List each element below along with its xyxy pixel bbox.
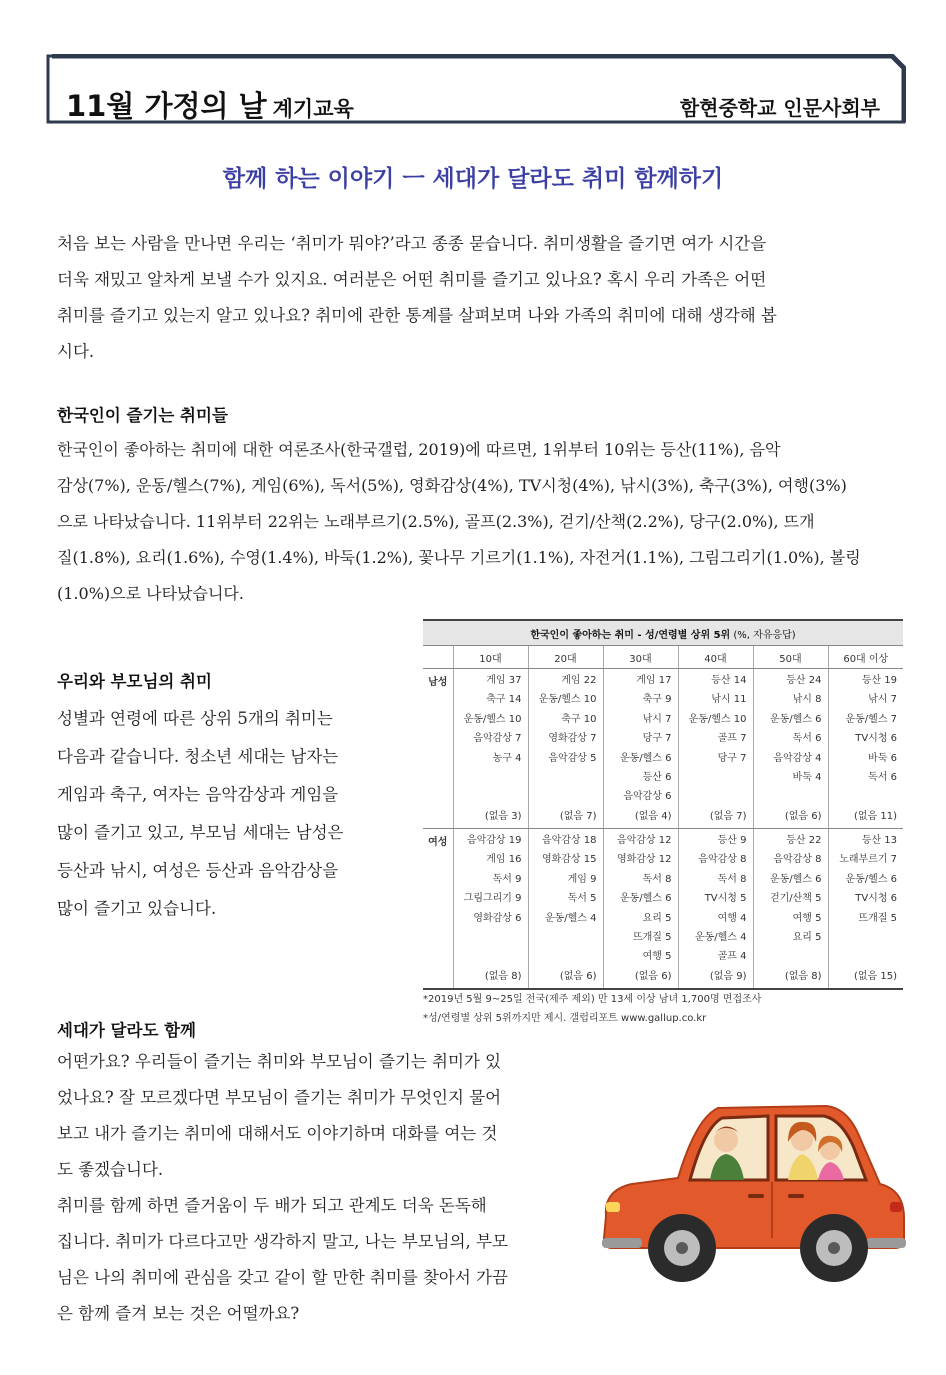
cell-item: 운동/헬스 10 <box>463 713 522 725</box>
cell-item: 음악감상 19 <box>466 835 522 846</box>
table-cell <box>603 669 678 829</box>
cell-item: 요리 5 <box>642 912 672 924</box>
cell-item: 독서 9 <box>492 873 522 885</box>
table-cell <box>528 829 603 990</box>
cell-item: 등산 9 <box>717 835 747 846</box>
cell-none: (없음 6) <box>784 811 822 822</box>
table-cell <box>528 669 603 829</box>
sex-label: 여성 <box>423 829 453 990</box>
cell-item: 골프 4 <box>717 951 747 963</box>
cell-item: 노래부르기 7 <box>839 854 898 866</box>
cell-item: 등산 19 <box>861 675 898 686</box>
cell-item: 음악감상 8 <box>698 854 747 866</box>
section1-heading: 한국인이 즐기는 취미들 <box>57 406 228 425</box>
header-title <box>66 84 354 125</box>
cell-item: 게임 37 <box>486 675 522 686</box>
cell-item: 게임 22 <box>561 675 597 686</box>
cell-item: 등산 14 <box>711 675 747 686</box>
cell-item: 음악감상 18 <box>541 835 597 846</box>
cell-item: 음악감상 6 <box>623 791 672 803</box>
cell-item: 뜨개질 5 <box>632 932 672 944</box>
cell-item: 요리 5 <box>792 932 822 944</box>
cell-none: (없음 8) <box>484 971 522 982</box>
age-header: 40대 <box>678 646 753 669</box>
cell-item: 등산 6 <box>642 772 672 784</box>
cell-item: TV시청 6 <box>855 733 898 745</box>
main-title: 함께 하는 이야기 ㅡ 세대가 달라도 취미 함께하기 <box>222 166 724 192</box>
age-header: 10대 <box>453 646 528 669</box>
intro-line: 시다. <box>57 342 95 361</box>
cell-item: 당구 7 <box>642 733 672 745</box>
section1-line: 한국인이 좋아하는 취미에 대한 여론조사(한국갤럽, 2019)에 따르면, 1위부터 10위는 등산(11%), 음악 <box>57 440 781 459</box>
cell-none: (없음 15) <box>854 971 898 982</box>
intro-paragraph <box>57 226 897 370</box>
cell-item: 뜨개질 5 <box>858 912 898 924</box>
section2-line: 게임과 축구, 여자는 음악감상과 게임을 <box>57 785 339 804</box>
cell-item: 낚시 8 <box>792 694 822 706</box>
table-cell <box>828 829 903 990</box>
header-school: 함현중학교 인문사회부 <box>679 96 880 120</box>
cell-item: 여행 5 <box>792 912 822 924</box>
age-header: 20대 <box>528 646 603 669</box>
cell-item: 운동/헬스 10 <box>688 713 747 725</box>
table-cell <box>828 669 903 829</box>
section1-paragraph <box>57 432 897 612</box>
cell-item: 영화감상 7 <box>548 733 597 745</box>
cell-item: 운동/헬스 4 <box>694 932 747 944</box>
intro-line: 처음 보는 사람을 만나면 우리는 ‘취미가 뭐야?’라고 종종 묻습니다. 취미생활을 즐기면 여가 시간을 <box>57 234 767 253</box>
cell-none: (없음 11) <box>854 811 898 822</box>
table-note: *2019년 5월 9~25일 전국(제주 제외) 만 13세 이상 남녀 1,700명 면접조사 <box>423 994 762 1005</box>
cell-item: 축구 9 <box>642 694 672 706</box>
cell-item: 운동/헬스 6 <box>619 752 672 764</box>
cell-none: (없음 9) <box>709 971 747 982</box>
cell-item: 축구 10 <box>561 713 597 725</box>
cell-item: 음악감상 12 <box>616 835 672 846</box>
cell-item: 여행 5 <box>642 951 672 963</box>
age-header: 30대 <box>603 646 678 669</box>
cell-item: 등산 22 <box>786 835 822 846</box>
cell-item: 음악감상 5 <box>548 752 597 764</box>
cell-item: TV시청 6 <box>855 893 898 905</box>
table-cell <box>678 669 753 829</box>
cell-item: 운동/헬스 6 <box>769 713 822 725</box>
hobby-stats-table-wrap <box>423 619 903 990</box>
section1-line: (1.0%)으로 나타났습니다. <box>57 584 244 603</box>
cell-item: 등산 13 <box>861 835 898 846</box>
section2-heading: 우리와 부모님의 취미 <box>57 672 212 691</box>
cell-item: 독서 6 <box>868 772 898 784</box>
section2-line: 성별과 연령에 따른 상위 5개의 취미는 <box>57 709 333 728</box>
cell-item: 운동/헬스 6 <box>769 873 822 885</box>
header-subtitle: 계기교육 <box>272 97 354 121</box>
section1-line: 감상(7%), 운동/헬스(7%), 게임(6%), 독서(5%), 영화감상(4%), TV시청(4%), 낚시(3%), 축구(3%), 여행(3%) <box>57 476 847 495</box>
table-cell <box>678 829 753 990</box>
cell-item: 운동/헬스 7 <box>845 713 898 725</box>
cell-item: 독서 8 <box>642 873 672 885</box>
cell-item: TV시청 5 <box>704 893 747 905</box>
section2-line: 많이 즐기고 있습니다. <box>57 899 217 918</box>
table-age-header <box>423 646 903 669</box>
cell-item: 음악감상 4 <box>773 752 822 764</box>
cell-item: 영화감상 12 <box>616 854 672 866</box>
table-notes <box>423 990 761 1028</box>
section3-line: 어떤가요? 우리들이 즐기는 취미와 부모님이 즐기는 취미가 있 <box>57 1052 502 1071</box>
cell-item: 독서 8 <box>717 873 747 885</box>
table-caption-unit: (%, 자유응답) <box>730 629 796 641</box>
section3-line: 집니다. 취미가 다르다고만 생각하지 말고, 나는 부모님의, 부모 <box>57 1232 508 1251</box>
table-cell <box>453 829 528 990</box>
cell-item: 음악감상 7 <box>473 733 522 745</box>
cell-none: (없음 6) <box>634 971 672 982</box>
section3-line: 도 좋겠습니다. <box>57 1160 164 1179</box>
table-cell <box>603 829 678 990</box>
table-corner <box>423 646 453 669</box>
cell-item: 여행 4 <box>717 912 747 924</box>
intro-line: 더욱 재밌고 알차게 보낼 수가 있지요. 여러분은 어떤 취미를 즐기고 있나요? 혹시 우리 가족은 어떤 <box>57 270 767 289</box>
section3-heading: 세대가 달라도 함께 <box>57 1021 197 1040</box>
cell-item: 운동/헬스 6 <box>619 893 672 905</box>
section2-line: 다음과 같습니다. 청소년 세대는 남자는 <box>57 747 339 766</box>
cell-none: (없음 6) <box>559 971 597 982</box>
cell-item: 독서 6 <box>792 733 822 745</box>
cell-item: 운동/헬스 6 <box>845 873 898 885</box>
hobby-stats-table <box>423 619 903 990</box>
section3-line: 은 함께 즐겨 보는 것은 어떨까요? <box>57 1304 300 1323</box>
family-car-illustration <box>598 1098 910 1288</box>
cell-item: 골프 7 <box>717 733 747 745</box>
header-title-main: 11월 가정의 날 <box>66 89 267 123</box>
table-cell <box>753 829 828 990</box>
section2-line: 많이 즐기고 있고, 부모님 세대는 남성은 <box>57 823 344 842</box>
section2-line: 등산과 낚시, 여성은 등산과 음악감상을 <box>57 861 339 880</box>
section3-line: 보고 내가 즐기는 취미에 대해서도 이야기하며 대화를 여는 것 <box>57 1124 498 1143</box>
cell-item: 운동/헬스 4 <box>544 912 597 924</box>
cell-item: 당구 7 <box>717 752 747 764</box>
table-caption-text: 한국인이 좋아하는 취미 - 성/연령별 상위 5위 <box>530 629 731 641</box>
cell-item: 낚시 7 <box>868 694 898 706</box>
cell-item: 축구 14 <box>486 694 522 706</box>
table-row-male <box>423 669 903 829</box>
section3-paragraph <box>57 1044 587 1332</box>
cell-item: 게임 17 <box>636 675 672 686</box>
section1-line: 으로 나타났습니다. 11위부터 22위는 노래부르기(2.5%), 골프(2.3%), 걷기/산책(2.2%), 당구(2.0%), 뜨개 <box>57 512 815 531</box>
cell-item: 낚시 7 <box>642 713 672 725</box>
cell-item: 운동/헬스 10 <box>538 694 597 706</box>
cell-none: (없음 8) <box>784 971 822 982</box>
cell-item: 낚시 11 <box>711 694 747 706</box>
cell-item: 게임 16 <box>486 854 522 866</box>
section3-line: 었나요? 잘 모르겠다면 부모님이 즐기는 취미가 무엇인지 물어 <box>57 1088 502 1107</box>
cell-none: (없음 3) <box>484 811 522 822</box>
intro-line: 취미를 즐기고 있는지 알고 있나요? 취미에 관한 통계를 살펴보며 나와 가족의 취미에 대해 생각해 봅 <box>57 306 777 325</box>
cell-item: 걷기/산책 5 <box>769 893 822 905</box>
cell-item: 영화감상 6 <box>473 912 522 924</box>
cell-none: (없음 4) <box>634 811 672 822</box>
section3-line: 취미를 함께 하면 즐거움이 두 배가 되고 관계도 더욱 돈독해 <box>57 1196 487 1215</box>
cell-item: 게임 9 <box>567 873 597 885</box>
table-cell <box>453 669 528 829</box>
cell-item: 영화감상 15 <box>541 854 597 866</box>
cell-none: (없음 7) <box>709 811 747 822</box>
cell-item: 바둑 6 <box>868 752 898 764</box>
table-row-female <box>423 829 903 990</box>
cell-item: 등산 24 <box>786 675 822 686</box>
cell-item: 바둑 4 <box>792 772 822 784</box>
age-header: 60대 이상 <box>828 646 903 669</box>
cell-item: 농구 4 <box>492 752 522 764</box>
age-header: 50대 <box>753 646 828 669</box>
table-note: *성/연령별 상위 5위까지만 제시. 갤럽리포트 www.gallup.co.kr <box>423 1013 707 1024</box>
cell-none: (없음 7) <box>559 811 597 822</box>
cell-item: 그림그리기 9 <box>463 893 522 905</box>
section2-paragraph <box>57 700 407 928</box>
table-cell <box>753 669 828 829</box>
cell-item: 음악감상 8 <box>773 854 822 866</box>
car-icon <box>598 1098 910 1288</box>
table-caption <box>423 620 903 646</box>
sex-label: 남성 <box>423 669 453 829</box>
section1-line: 질(1.8%), 요리(1.6%), 수영(1.4%), 바둑(1.2%), 꽃나무 기르기(1.1%), 자전거(1.1%), 그림그리기(1.0%), 볼링 <box>57 548 861 567</box>
section3-line: 님은 나의 취미에 관심을 갖고 같이 할 만한 취미를 찾아서 가끔 <box>57 1268 508 1287</box>
cell-item: 독서 5 <box>567 893 597 905</box>
